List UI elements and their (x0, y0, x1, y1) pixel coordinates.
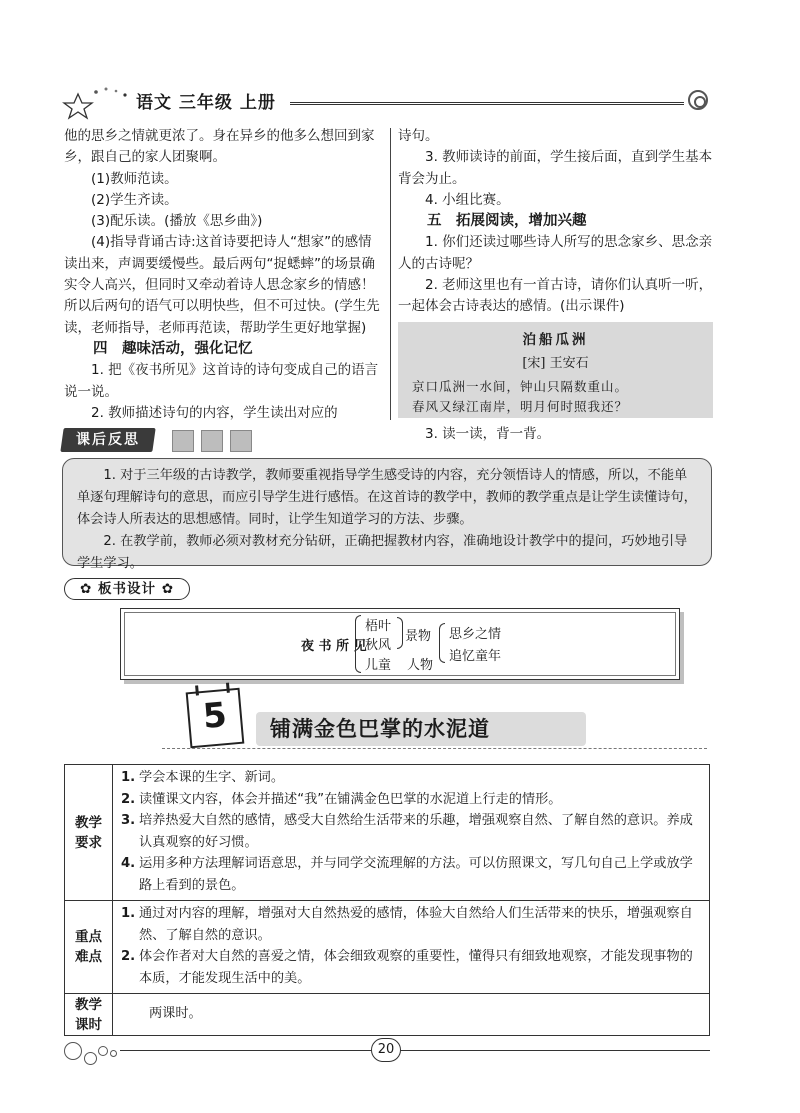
reflection-box (62, 458, 712, 571)
board-title: 夜 书 所 见 (301, 639, 367, 654)
footer-circle-icon (64, 1042, 82, 1060)
board-design (120, 608, 680, 680)
list-item (121, 903, 703, 946)
item-text: 学会本课的生字、新词。 (139, 770, 285, 785)
list-item (121, 789, 703, 811)
left-brace (355, 615, 361, 673)
lesson-objectives-table (64, 764, 710, 1036)
banner-divider (162, 748, 707, 749)
table-row (65, 901, 710, 994)
page-number: 20 (371, 1038, 401, 1062)
key-points-list (113, 901, 710, 994)
item-number: 1. (121, 906, 136, 921)
section-heading: 五 拓展阅读，增加兴趣 (427, 213, 587, 230)
page-header (62, 82, 722, 122)
footer-circle-icon (98, 1046, 108, 1056)
list-item (121, 946, 703, 989)
section-heading: 四 趣味活动，强化记忆 (93, 340, 253, 357)
footer-circle-icon (110, 1050, 117, 1057)
table-row (65, 994, 710, 1036)
paragraph: 诗句。 (398, 128, 439, 144)
paragraph: 4. 小组比赛。 (425, 191, 510, 208)
item-number: 2. (121, 949, 136, 964)
board-outcome-2: 追忆童年 (449, 649, 502, 664)
paragraph: 2. 老师这里也有一首古诗，请你们认真听一听，一起体会古诗表达的感情。(出示课件) (398, 277, 713, 315)
list-item (121, 767, 703, 789)
periods-value: 两课时。 (113, 994, 710, 1036)
board-people: 人物 (407, 658, 434, 673)
star-decoration-icon (62, 82, 138, 122)
paragraph: (4)指导背诵古诗:这首诗要把诗人“想家”的感情读出来，声调要缓慢些。最后两句“捉蟋蟀”的场景确实令人高兴，但同时又牵动着诗人思念家乡的情感！所以后两句的语气可以明快些，但不可过快。(学生先读，老师指导，老师再范读，帮助学生更好地掌握) (64, 234, 380, 336)
book-title: 语文 三年级 上册 (136, 93, 276, 113)
item-number: 2. (121, 791, 136, 807)
item-number: 3. (121, 813, 136, 828)
paragraph: (2)学生齐读。 (91, 191, 178, 208)
paragraph: 1. 把《夜书所见》这首诗的诗句变成自己的语言说一说。 (64, 362, 379, 400)
board-outcome-1: 思乡之情 (449, 627, 502, 642)
reflection-label: 课后反思 (60, 428, 155, 452)
board-item-1: 梧叶 (365, 619, 392, 634)
table-row (65, 765, 710, 901)
requirements-list (113, 765, 710, 901)
footer-circle-icon (84, 1052, 97, 1065)
label-square (172, 430, 194, 452)
item-number: 4. (121, 856, 136, 871)
lesson-number-calendar (186, 688, 245, 748)
list-item (121, 810, 703, 853)
row-label-key-points: 重点 难点 (65, 901, 113, 994)
right-brace (397, 617, 403, 649)
row-label-periods: 教学 课时 (65, 994, 113, 1036)
paragraph: 他的思乡之情就更浓了。身在异乡的他多么想回到家乡，跟自己的家人团聚啊。 (64, 128, 375, 166)
calendar-rings-icon (195, 683, 230, 696)
footer-rule (120, 1050, 710, 1051)
item-text: 通过对内容的理解，增强对大自然热爱的感情，体验大自然给人们生活带来的快乐，增强观察自然、了解自然的意识。 (139, 906, 693, 943)
row-label-requirements: 教学 要求 (65, 765, 113, 901)
reflection-paragraph-2: 2. 在教学前，教师必须对教材充分钻研，正确把握教材内容，准确地设计教学中的提问，巧妙地引导学生学习。 (77, 534, 688, 571)
poem-line-1: 京口瓜洲一水间，钟山只隔数重山。 (412, 378, 629, 394)
poem-author: [宋] 王安石 (522, 355, 589, 371)
paragraph: 2. 教师描述诗句的内容，学生读出对应的 (91, 404, 338, 421)
right-column (398, 126, 713, 445)
item-text: 读懂课文内容，体会并描述“我”在铺满金色巴掌的水泥道上行走的情形。 (139, 791, 562, 807)
poem-title: 泊船瓜洲 (522, 331, 589, 348)
outcome-brace (439, 623, 445, 663)
reflection-paragraph-1: 1. 对于三年级的古诗教学，教师要重视指导学生感受诗的内容，充分领悟诗人的情感，所以，不能单单逐句理解诗句的意思，而应引导学生进行感悟。在这首诗的教学中，教师的教学重点是让学生读懂诗句，体会诗人所表达的思想感情。同时，让学生知道学习的方法、步骤。 (77, 468, 697, 527)
label-square (230, 430, 252, 452)
item-text: 运用多种方法理解词语意思，并与同学交流理解的方法。可以仿照课文，写几句自己上学或放学路上看到的景色。 (139, 856, 693, 893)
poem-box (398, 322, 713, 418)
left-column (64, 126, 384, 424)
paragraph: (3)配乐读。(播放《思乡曲》) (91, 213, 263, 230)
lesson-number: 5 (201, 695, 229, 737)
item-text: 体会作者对大自然的喜爱之情，体会细致观察的重要性，懂得只有细致地观察，才能发现事物的本质，才能发现生活中的美。 (139, 949, 693, 986)
poem-line-2: 春风又绿江南岸，明月何时照我还？ (412, 398, 629, 414)
item-text: 培养热爱大自然的感情，感受大自然给生活带来的乐趣，增强观察自然、了解自然的意识。养成认真观察的好习惯。 (139, 813, 693, 850)
board-design-label: ✿ 板书设计 ✿ (64, 578, 190, 600)
header-rule (290, 102, 684, 105)
lesson-title: 铺满金色巴掌的水泥道 (256, 712, 586, 746)
list-item (121, 853, 703, 896)
label-square (201, 430, 223, 452)
paragraph: 1. 你们还读过哪些诗人所写的思念家乡、思念亲人的古诗呢？ (398, 234, 713, 272)
activity-read-recite: 3. 读一读，背一背。 (425, 425, 551, 442)
board-item-3: 儿童 (365, 658, 392, 673)
paragraph: (1)教师范读。 (91, 170, 178, 187)
board-item-2: 秋风 (365, 638, 392, 653)
swirl-icon (688, 90, 708, 110)
paragraph: 3. 教师读诗的前面，学生接后面，直到学生基本背会为止。 (398, 149, 713, 187)
column-divider (390, 128, 391, 420)
item-number: 1. (121, 770, 136, 785)
board-scenery: 景物 (405, 629, 432, 644)
